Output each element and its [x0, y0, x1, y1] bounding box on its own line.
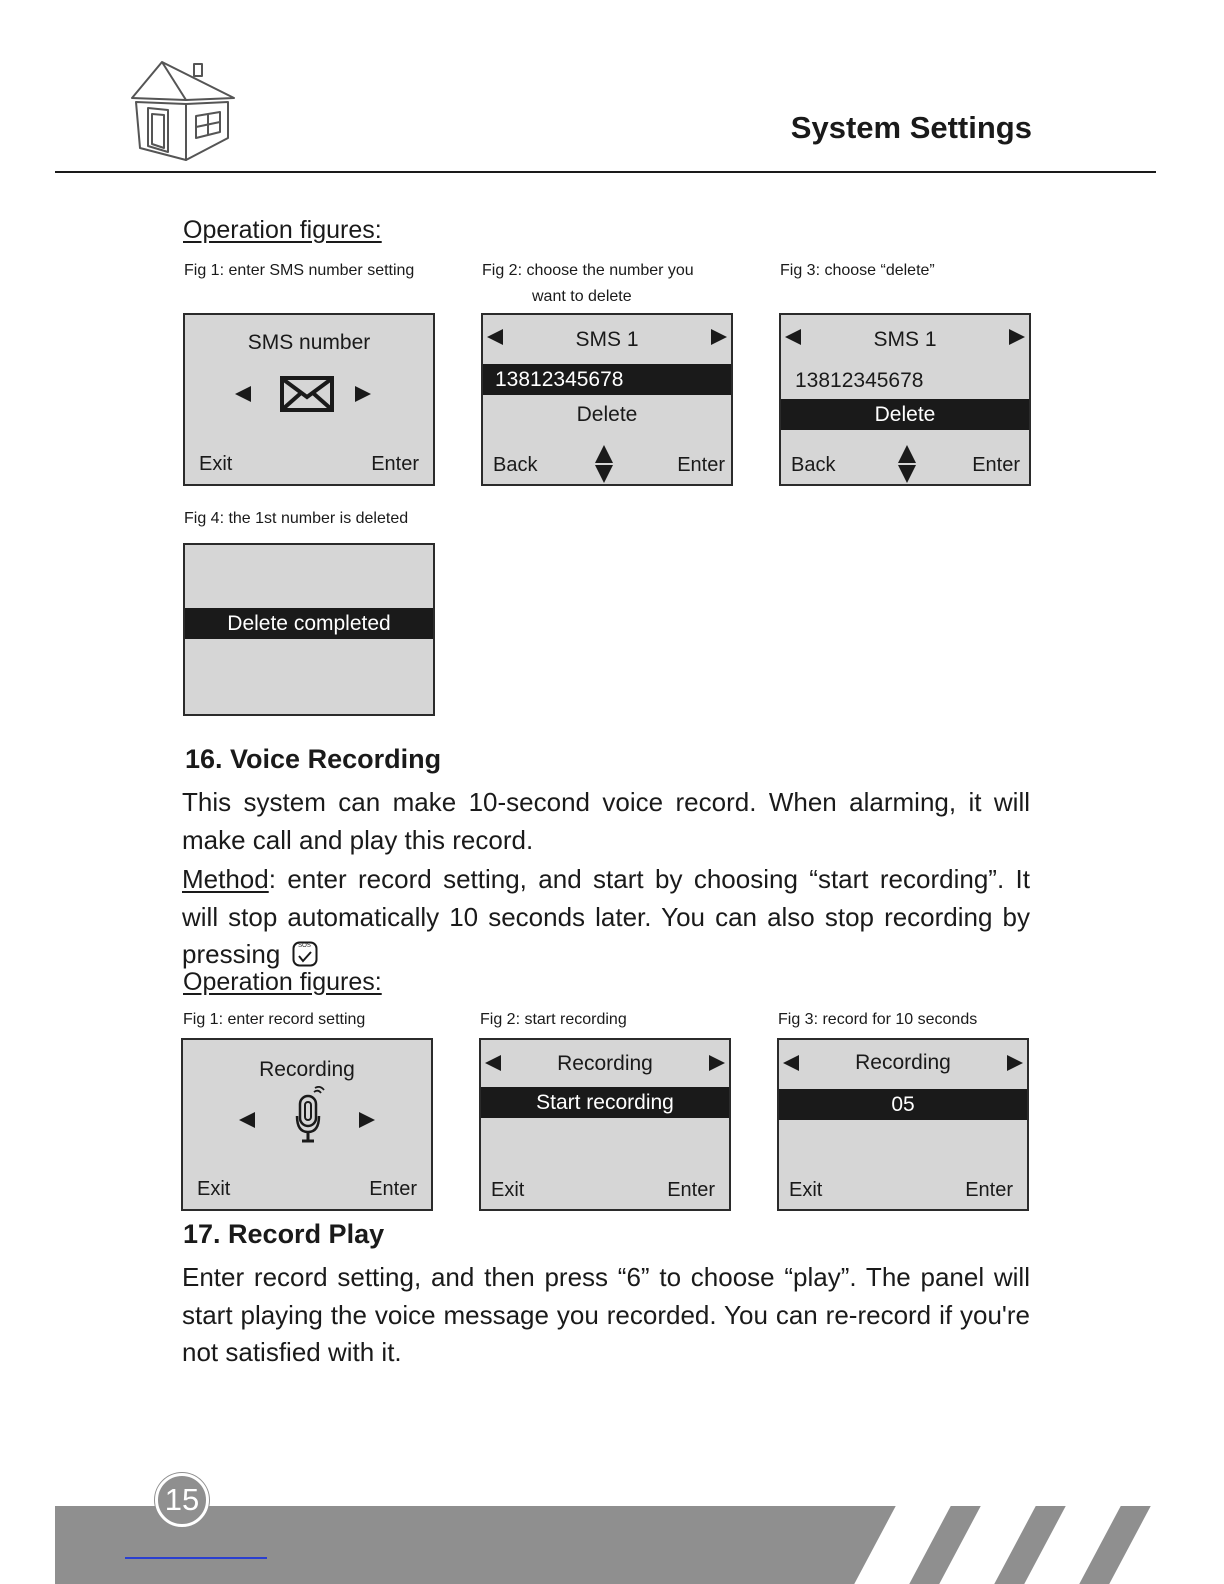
sms-fig4-screen: [183, 543, 435, 716]
page-number: 15: [155, 1473, 209, 1527]
start-recording-option: Start recording: [481, 1087, 729, 1118]
screen-title: Recording: [855, 1051, 951, 1074]
softkey-enter: Enter: [369, 1178, 417, 1200]
selected-delete-option: Delete: [781, 399, 1029, 430]
recording-counter: 05: [779, 1089, 1027, 1120]
delete-option: Delete: [576, 403, 638, 426]
voice-recording-heading: 16. Voice Recording: [185, 744, 442, 774]
softkey-enter: Enter: [667, 1179, 715, 1201]
sms-fig1-screen: [183, 313, 435, 486]
softkey-enter: Enter: [677, 454, 725, 476]
softkey-exit: Exit: [491, 1179, 525, 1201]
sms-fig2-caption-line2: want to delete: [532, 288, 632, 305]
voice-recording-paragraph: This system can make 10-second voice record. When alarming, it will make call and play this record.: [182, 787, 1030, 855]
rec-fig3-caption: Fig 3: record for 10 seconds: [778, 1011, 978, 1028]
softkey-enter: Enter: [972, 454, 1020, 476]
delete-completed-message: Delete completed: [185, 608, 433, 639]
page-title: System Settings: [790, 110, 1032, 145]
softkey-exit: Exit: [199, 453, 233, 475]
screen-title: Recording: [557, 1052, 653, 1075]
record-play-heading: 17. Record Play: [183, 1219, 385, 1249]
sos-key-icon: [292, 941, 318, 967]
selected-number-row: 13812345678: [483, 364, 731, 395]
screen-title: SMS 1: [575, 328, 639, 351]
left-arrow-icon: [235, 386, 251, 402]
sms-fig3-caption: Fig 3: choose “delete”: [780, 262, 935, 279]
softkey-back: Back: [493, 454, 538, 476]
sms-fig1-caption: Fig 1: enter SMS number setting: [184, 262, 415, 279]
right-arrow-icon: [711, 329, 727, 345]
softkey-enter: Enter: [371, 453, 419, 475]
house-logo-icon: [128, 58, 238, 164]
sms-fig2-caption-line1: Fig 2: choose the number you: [482, 262, 694, 279]
envelope-icon: [280, 376, 334, 412]
up-down-arrow-icon: [898, 445, 916, 483]
left-arrow-icon: [239, 1112, 255, 1128]
rec-fig3-screen: [777, 1038, 1029, 1211]
softkey-back: Back: [791, 454, 836, 476]
rec-fig2-caption: Fig 2: start recording: [480, 1011, 627, 1028]
right-arrow-icon: [359, 1112, 375, 1128]
sms-fig3-screen: [779, 313, 1031, 486]
header-divider: [55, 171, 1156, 173]
method-paragraph: [182, 861, 1030, 974]
sms-fig2-screen: [481, 313, 733, 486]
screen-title: Recording: [259, 1058, 355, 1081]
record-play-paragraph: Enter record setting, and then press “6” to choose “play”. The panel will start playing the voice message you recorded. You can re-record if you're not satisfied with it.: [182, 1262, 1030, 1367]
right-arrow-icon: [1009, 329, 1025, 345]
softkey-exit: Exit: [197, 1178, 231, 1200]
footer-link-underline[interactable]: [125, 1557, 267, 1559]
sms-operation-subheading: Operation figures:: [183, 216, 382, 244]
footer-band: [55, 1506, 1156, 1584]
rec-fig2-screen: [479, 1038, 731, 1211]
number-row: 13812345678: [795, 369, 924, 392]
right-arrow-icon: [1007, 1055, 1023, 1071]
screen-title: SMS number: [247, 331, 371, 354]
rec-fig1-screen: [181, 1038, 433, 1211]
softkey-exit: Exit: [789, 1179, 823, 1201]
screen-title: SMS 1: [873, 328, 937, 351]
sos-key-label: SOS: [298, 943, 311, 949]
sms-fig4-caption: Fig 4: the 1st number is deleted: [184, 510, 409, 527]
softkey-enter: Enter: [965, 1179, 1013, 1201]
right-arrow-icon: [355, 386, 371, 402]
right-arrow-icon: [709, 1055, 725, 1071]
voice-operation-subheading: Operation figures:: [183, 968, 382, 996]
up-down-arrow-icon: [595, 445, 613, 483]
rec-fig1-caption: Fig 1: enter record setting: [183, 1011, 366, 1028]
method-text: : enter record setting, and start by choosing “start recording”. It will stop automatically 10 seconds later. You can also stop recording by pressing: [182, 864, 1030, 969]
method-label: Method: [182, 864, 269, 894]
microphone-icon: [294, 1086, 326, 1144]
